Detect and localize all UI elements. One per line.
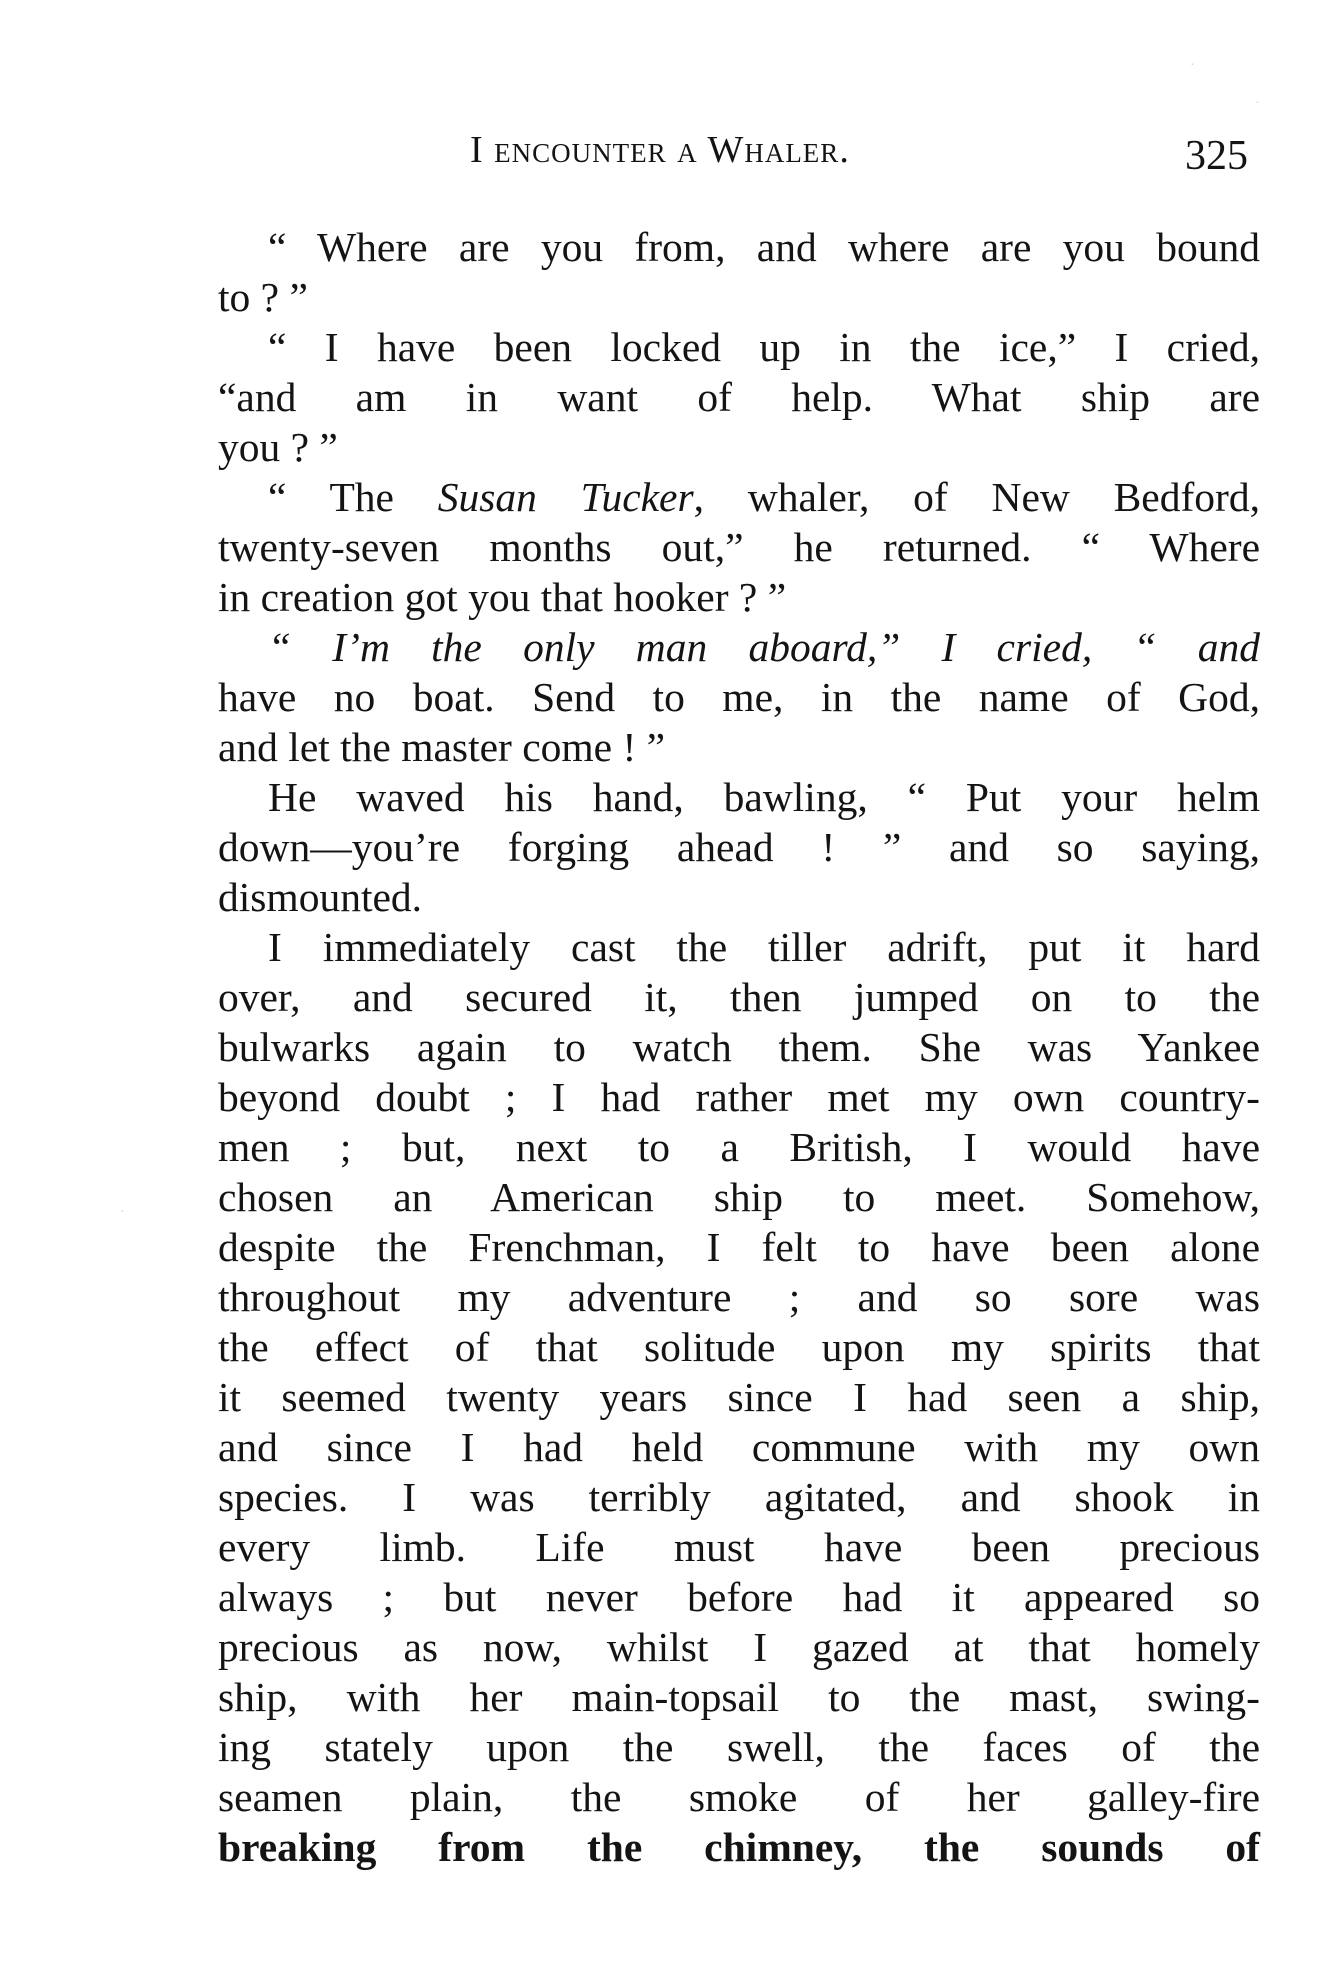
paper-speck: · [120, 1205, 125, 1220]
text-line: twenty-seven months out,” he returned. “ Where [218, 524, 1260, 570]
body-text [218, 222, 1260, 1872]
text-line: have no boat. Send to me, in the name of God, [218, 674, 1260, 720]
paper-speck: · [1255, 96, 1260, 111]
text-line: ship, with her main-topsail to the mast, swing- [218, 1674, 1260, 1720]
text-line: “ I’m the only man aboard,” I cried, “ and [268, 624, 1260, 670]
text-line: bulwarks again to watch them. She was Yankee [218, 1024, 1260, 1070]
text-line: and since I had held commune with my own [218, 1424, 1260, 1470]
text-line: men ; but, next to a British, I would have [218, 1124, 1260, 1170]
text-line: beyond doubt ; I had rather met my own country- [218, 1074, 1260, 1120]
text-line [218, 472, 1260, 522]
text-line: dismounted. [218, 874, 423, 920]
text-line: “and am in want of help. What ship are [218, 374, 1260, 420]
text-line: despite the Frenchman, I felt to have been alone [218, 1224, 1260, 1270]
text-line: “ I have been locked up in the ice,” I cried, [268, 324, 1260, 370]
text-line: over, and secured it, then jumped on to the [218, 974, 1260, 1020]
ship-name: Susan Tucker [437, 474, 694, 520]
text-line: species. I was terribly agitated, and shook in [218, 1474, 1260, 1520]
text-line: every limb. Life must have been precious [218, 1524, 1260, 1570]
text-line: and let the master come ! ” [218, 724, 666, 770]
text-line: throughout my adventure ; and so sore was [218, 1274, 1260, 1320]
text-line: down—you’re forging ahead ! ” and so saying, [218, 824, 1260, 870]
text-line: seamen plain, the smoke of her galley-fire [218, 1774, 1260, 1820]
text-line: always ; but never before had it appeared so [218, 1574, 1260, 1620]
running-head: I encounter a Whaler. [470, 129, 850, 171]
text-line: “ Where are you from, and where are you bound [268, 224, 1260, 270]
page-number: 325 [1185, 133, 1248, 179]
text-line: breaking from the chimney, the sounds of [218, 1824, 1260, 1870]
text-line: in creation got you that hooker ? ” [218, 574, 787, 620]
text-line: ing stately upon the swell, the faces of the [218, 1724, 1260, 1770]
text-line: you ? ” [218, 424, 338, 470]
text-line: He waved his hand, bawling, “ Put your helm [268, 774, 1260, 820]
paper-speck: · [1190, 58, 1195, 73]
text-run: , whaler, of New Bedford, [693, 474, 1260, 520]
text-line: the effect of that solitude upon my spirits that [218, 1324, 1260, 1370]
text-line: it seemed twenty years since I had seen a ship, [218, 1374, 1260, 1420]
text-line: chosen an American ship to meet. Somehow, [218, 1174, 1260, 1220]
text-line: I immediately cast the tiller adrift, put it hard [268, 924, 1260, 970]
text-line: to ? ” [218, 274, 308, 320]
text-run: “ The [268, 474, 438, 520]
text-line: precious as now, whilst I gazed at that homely [218, 1624, 1260, 1670]
